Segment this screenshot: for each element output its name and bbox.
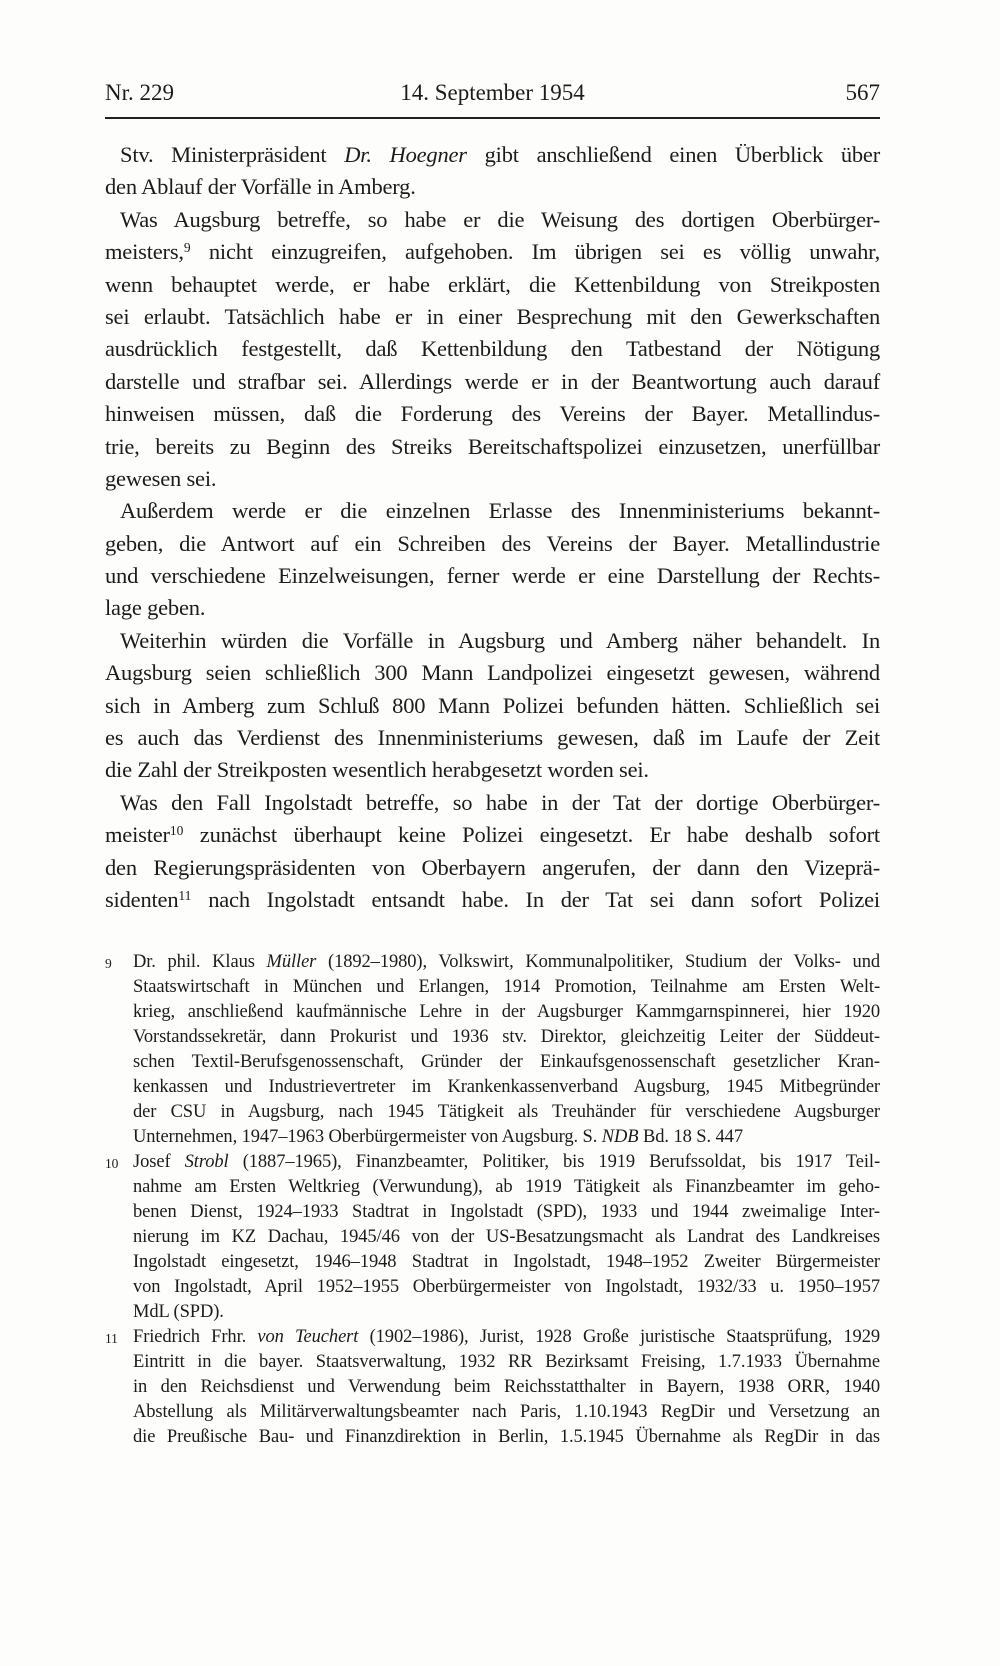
- text-line: den Regierungspräsidenten von Oberbayern angerufen, der dann den Vizeprä-: [105, 854, 880, 880]
- body-text: [105, 139, 880, 916]
- text-line: die Preußische Bau- und Finanzdirektion in Berlin, 1.5.1945 Übernahme als RegDir in das: [133, 1427, 880, 1447]
- footnote-number: 9: [105, 956, 112, 971]
- text-line: Weiterhin würden die Vorfälle in Augsburg und Amberg näher behandelt. In: [120, 627, 880, 653]
- document-number: Nr. 229: [105, 80, 174, 105]
- text-line: nierung im KZ Dachau, 1945/46 von der US-Besatzungsmacht als Landrat des Landkreises: [133, 1227, 880, 1247]
- text-line: sidenten$^{11}$ nach Ingolstadt entsandt habe. In der Tat sei dann sofort Polizei: [105, 886, 880, 912]
- text-line: Vorstandssekretär, dann Prokurist und 1936 stv. Direktor, gleichzeitig Leiter der Süddeut-: [133, 1027, 880, 1047]
- footnote-9: [105, 950, 880, 1150]
- text-line: sei erlaubt. Tatsächlich habe er in einer Besprechung mit den Gewerkschaften: [105, 303, 880, 329]
- text-line: lage geben.: [105, 595, 206, 621]
- footnotes-section: [105, 950, 880, 1450]
- text-line: Abstellung als Militärverwaltungsbeamter nach Paris, 1.10.1943 RegDir und Versetzung an: [133, 1402, 880, 1422]
- text-line: darstelle und strafbar sei. Allerdings werde er in der Beantwortung auch darauf: [105, 368, 880, 394]
- paragraph-5: [105, 787, 880, 917]
- paragraph-4: [105, 625, 880, 787]
- text-line: es auch das Verdienst des Innenministeriums gewesen, daß im Laufe der Zeit: [105, 725, 880, 751]
- text-line: Josef Strobl (1887–1965), Finanzbeamter, Politiker, bis 1919 Berufssoldat, bis 1917 Teil-: [133, 1152, 881, 1172]
- text-line: meisters,$^9$ nicht einzugreifen, aufgehoben. Im übrigen sei es völlig unwahr,: [105, 239, 880, 265]
- page-header: [105, 80, 880, 108]
- text-line: Staatswirtschaft in München und Erlangen, 1914 Promotion, Teilnahme am Ersten Welt-: [133, 977, 880, 997]
- text-line: Ingolstadt eingesetzt, 1946–1948 Stadtrat in Ingolstadt, 1948–1952 Zweiter Bürgermeister: [133, 1252, 880, 1272]
- header-rule: [105, 117, 880, 119]
- emphasized-text: Dr. Hoegner: [344, 142, 467, 167]
- text-line: trie, bereits zu Beginn des Streiks Bereitschaftspolizei einzusetzen, unerfüllbar: [105, 433, 880, 459]
- footnote-number: 10: [105, 1156, 119, 1171]
- text-line: schen Textil-Berufsgenossenschaft, Gründer der Einkaufsgenossenschaft gesetzlicher Kran-: [133, 1052, 880, 1072]
- emphasized-text: von Teuchert: [257, 1327, 359, 1347]
- text-line: der CSU in Augsburg, nach 1945 Tätigkeit als Treuhänder für verschiedene Augsburger: [133, 1102, 880, 1122]
- text-line: krieg, anschließend kaufmännische Lehre in der Augsburger Kammgarnspinnerei, hier 1920: [133, 1002, 880, 1022]
- text-line: geben, die Antwort auf ein Schreiben des Vereins der Bayer. Metallindustrie: [105, 530, 880, 556]
- text-line: Eintritt in die bayer. Staatsverwaltung, 1932 RR Bezirksamt Freising, 1.7.1933 Übernahme: [133, 1352, 880, 1372]
- footnote-marker: 9: [183, 240, 191, 256]
- text-line: Außerdem werde er die einzelnen Erlasse des Innenministeriums bekannt-: [120, 498, 880, 524]
- footnote-number: 11: [105, 1331, 118, 1346]
- text-line: Stv. Ministerpräsident Dr. Hoegner gibt anschließend einen Überblick über: [120, 142, 880, 167]
- text-line: von Ingolstadt, April 1952–1955 Oberbürgermeister von Ingolstadt, 1932/33 u. 1950–1957: [133, 1277, 880, 1297]
- text-line: gewesen sei.: [105, 465, 217, 491]
- text-line: in den Reichsdienst und Verwendung beim Reichsstatthalter in Bayern, 1938 ORR, 1940: [133, 1377, 880, 1397]
- text-line: hinweisen müssen, daß die Forderung des Vereins der Bayer. Metallindus-: [105, 401, 880, 427]
- text-line: kenkassen und Industrievertreter im Krankenkassenverband Augsburg, 1945 Mitbegründer: [133, 1077, 880, 1097]
- paragraph-1: [105, 139, 880, 204]
- emphasized-text: NDB: [601, 1127, 639, 1147]
- footnote-marker: 11: [178, 888, 192, 904]
- footnote-11: [105, 1325, 880, 1450]
- text-line: den Ablauf der Vorfälle in Amberg.: [105, 174, 416, 200]
- text-line: wenn behauptet werde, er habe erklärt, die Kettenbildung von Streikposten: [105, 271, 880, 297]
- text-line: Was Augsburg betreffe, so habe er die Weisung des dortigen Oberbürger-: [120, 206, 880, 232]
- text-line: ausdrücklich festgestellt, daß Kettenbildung den Tatbestand der Nötigung: [105, 336, 880, 362]
- text-line: Was den Fall Ingolstadt betreffe, so habe in der Tat der dortige Oberbürger-: [120, 789, 880, 815]
- footnote-text: [133, 950, 880, 1150]
- text-line: meister$^{10}$ zunächst überhaupt keine Polizei eingesetzt. Er habe deshalb sofort: [105, 822, 880, 848]
- page-number: 567: [845, 80, 880, 105]
- text-line: nahme am Ersten Weltkrieg (Verwundung), ab 1919 Tätigkeit als Finanzbeamter im geho-: [133, 1177, 880, 1197]
- text-line: sich in Amberg zum Schluß 800 Mann Polizei befunden hätten. Schließlich sei: [105, 692, 880, 718]
- footnote-10: [105, 1150, 880, 1325]
- text-line: und verschiedene Einzelweisungen, ferner werde er eine Darstellung der Rechts-: [105, 563, 880, 589]
- footnote-text: [133, 1150, 880, 1325]
- text-line: MdL (SPD).: [133, 1302, 224, 1322]
- header-date: 14. September 1954: [400, 80, 585, 105]
- text-line: benen Dienst, 1924–1933 Stadtrat in Ingolstadt (SPD), 1933 und 1944 zweimalige Inter-: [133, 1202, 880, 1222]
- text-line: die Zahl der Streikposten wesentlich herabgesetzt worden sei.: [105, 757, 649, 783]
- text-line: Dr. phil. Klaus Müller (1892–1980), Volkswirt, Kommunalpolitiker, Studium der Volks- und: [133, 952, 881, 972]
- text-line: Unternehmen, 1947–1963 Oberbürgermeister von Augsburg. S. NDB Bd. 18 S. 447: [133, 1127, 743, 1147]
- footnote-text: [133, 1325, 880, 1450]
- emphasized-text: Müller: [266, 952, 317, 972]
- text-line: Friedrich Frhr. von Teuchert (1902–1986), Jurist, 1928 Große juristische Staatsprüfung, 1929: [133, 1327, 880, 1347]
- footnote-marker: 10: [169, 823, 184, 839]
- paragraph-3: [105, 495, 880, 625]
- paragraph-2: [105, 204, 880, 496]
- emphasized-text: Strobl: [184, 1152, 229, 1172]
- text-line: Augsburg seien schließlich 300 Mann Landpolizei eingesetzt gewesen, während: [105, 660, 880, 686]
